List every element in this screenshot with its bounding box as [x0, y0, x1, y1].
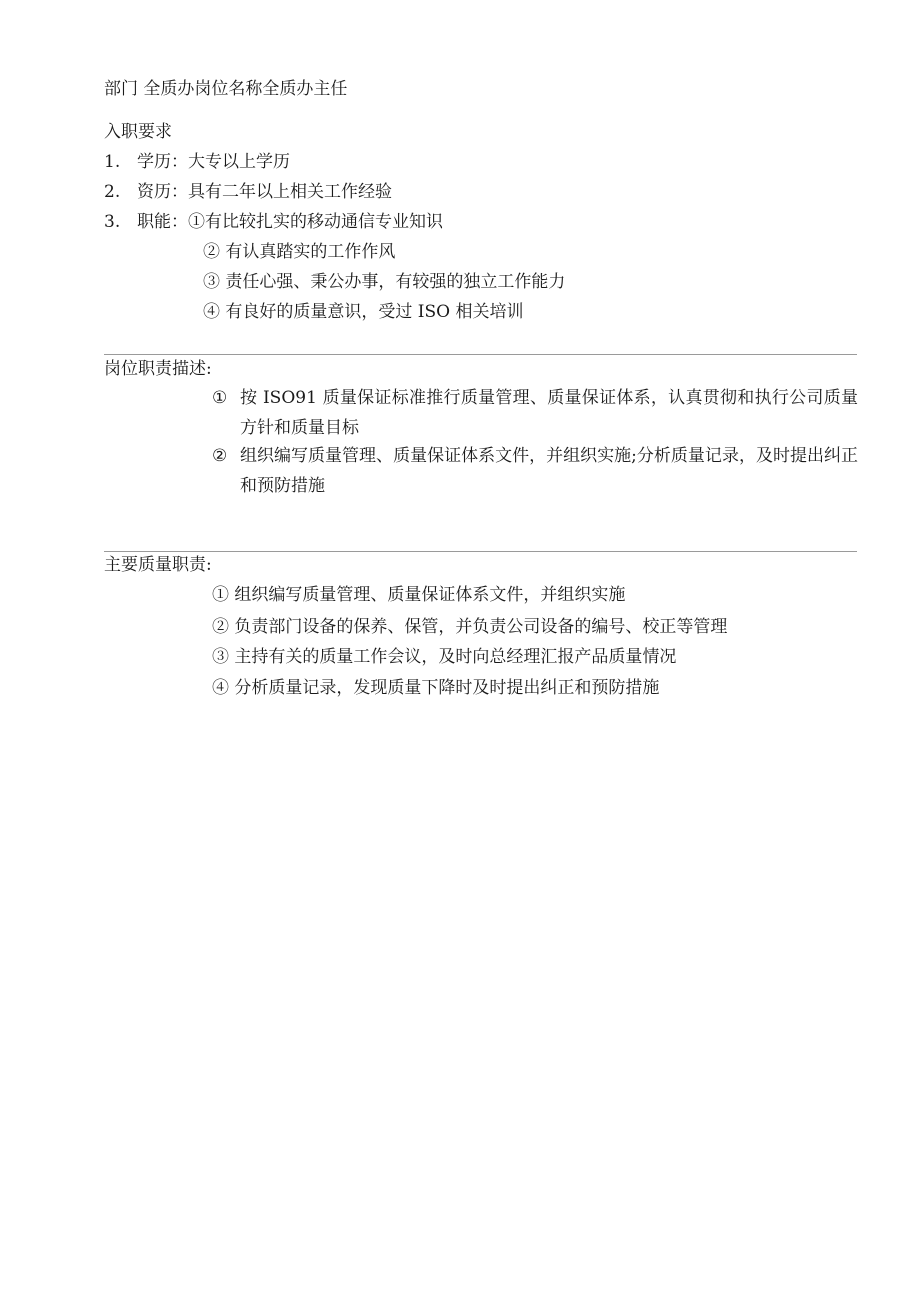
description-item-text: 按 ISO91 质量保证标准推行质量管理、质量保证体系，认真贯彻和执行公司质量方针和质量目标 — [240, 388, 858, 438]
description-title: 岗位职责描述: — [104, 359, 212, 379]
requirement-sub-item: ④ 有良好的质量意识，受过 ISO 相关培训 — [203, 302, 524, 322]
description-item — [212, 383, 858, 443]
requirement-sub-item: ③ 责任心强、秉公办事，有较强的独立工作能力 — [203, 272, 566, 292]
description-item — [212, 441, 858, 501]
duties-title: 主要质量职责: — [104, 555, 212, 575]
requirement-number: 2. — [104, 182, 121, 202]
duty-item: ② 负责部门设备的保养、保管，并负责公司设备的编号、校正等管理 — [212, 617, 728, 637]
requirement-number: 1. — [104, 152, 121, 172]
description-item-text: 组织编写质量管理、质量保证体系文件，并组织实施;分析质量记录，及时提出纠正和预防措施 — [240, 446, 858, 496]
requirements-title: 入职要求 — [104, 122, 172, 142]
requirement-text: 学历：大专以上学历 — [137, 152, 290, 172]
section-divider — [104, 354, 857, 355]
duty-item: ④ 分析质量记录，发现质量下降时及时提出纠正和预防措施 — [212, 678, 660, 698]
requirement-number: 3. — [104, 212, 121, 232]
requirement-text: 资历：具有二年以上相关工作经验 — [137, 182, 392, 202]
duty-item: ① 组织编写质量管理、质量保证体系文件，并组织实施 — [212, 585, 626, 605]
requirement-text: 职能：①有比较扎实的移动通信专业知识 — [137, 212, 443, 232]
section-divider — [104, 551, 857, 552]
header-line: 部门 全质办岗位名称全质办主任 — [104, 79, 348, 99]
requirement-sub-item: ② 有认真踏实的工作作风 — [203, 242, 396, 262]
description-item-mark: ① — [212, 388, 228, 408]
description-item-mark: ② — [212, 446, 228, 466]
duty-item: ③ 主持有关的质量工作会议，及时向总经理汇报产品质量情况 — [212, 647, 677, 667]
